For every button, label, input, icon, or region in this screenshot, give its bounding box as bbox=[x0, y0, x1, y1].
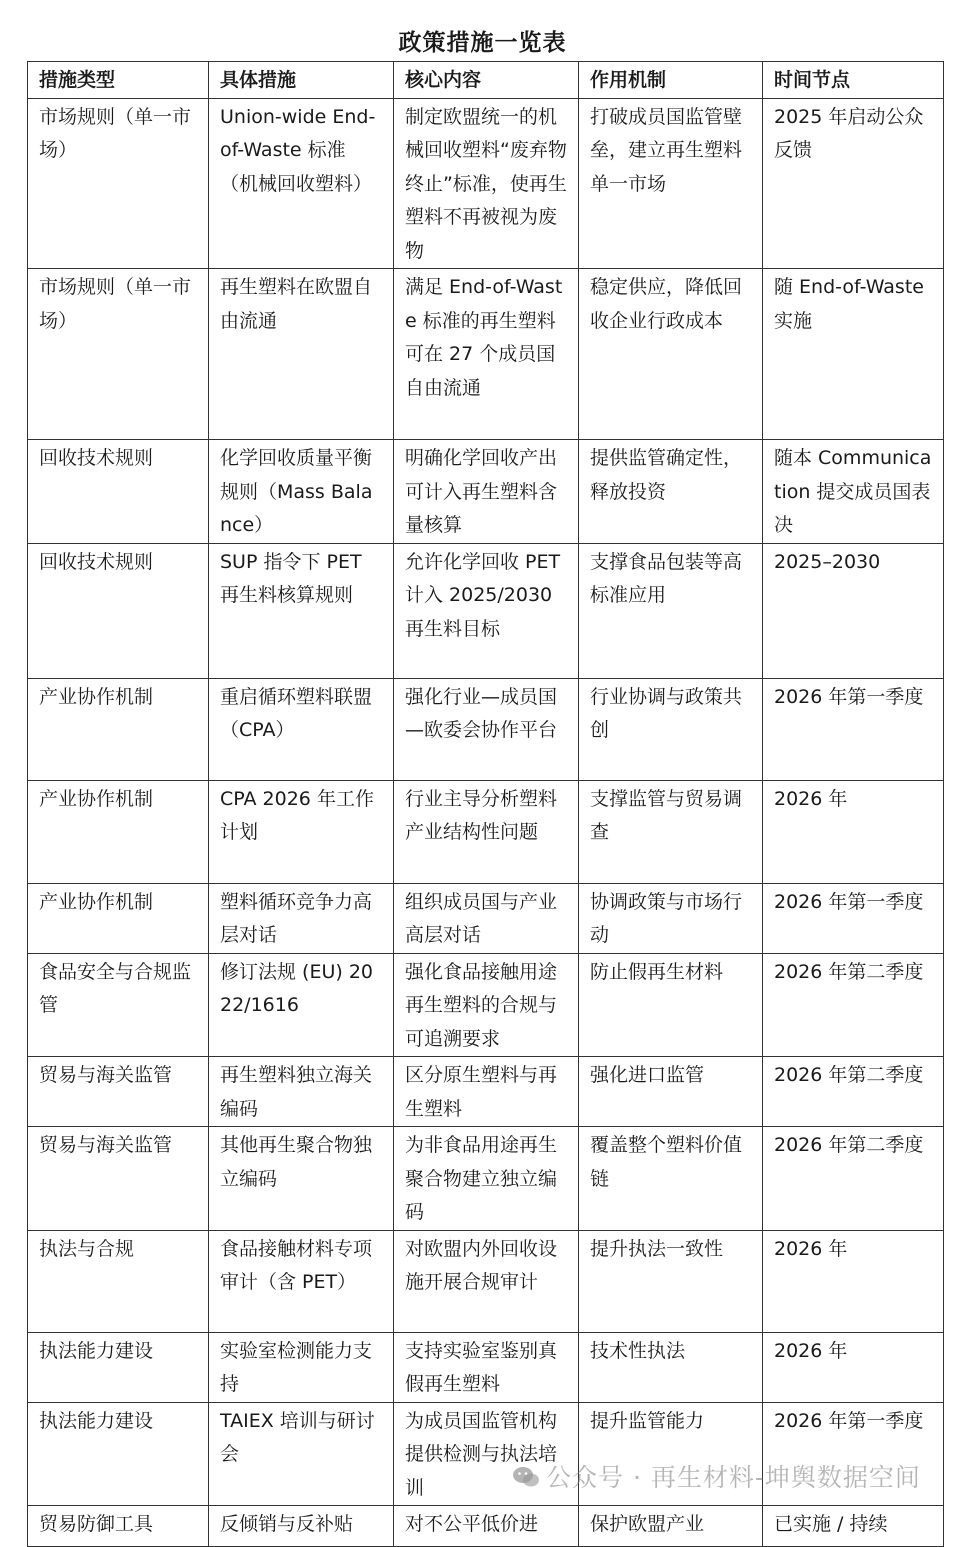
header-specific-measure: 具体措施 bbox=[209, 62, 394, 99]
cell-mechanism: 协调政策与市场行动 bbox=[579, 883, 763, 953]
cell-measure-type: 贸易与海关监管 bbox=[28, 1057, 209, 1127]
cell-core-content: 为成员国监管机构提供检测与执法培训 bbox=[394, 1402, 579, 1506]
cell-measure-type: 产业协作机制 bbox=[28, 883, 209, 953]
cell-timeline: 2026 年第二季度 bbox=[763, 953, 944, 1057]
cell-mechanism: 提升执法一致性 bbox=[579, 1230, 763, 1332]
header-measure-type: 措施类型 bbox=[28, 62, 209, 99]
cell-measure-type: 产业协作机制 bbox=[28, 780, 209, 883]
cell-measure-type: 市场规则（单一市场） bbox=[28, 98, 209, 269]
cell-mechanism: 支撑监管与贸易调查 bbox=[579, 780, 763, 883]
table-row bbox=[28, 1506, 944, 1547]
cell-specific-measure: TAIEX 培训与研讨会 bbox=[209, 1402, 394, 1506]
table-row bbox=[28, 883, 944, 953]
cell-specific-measure: 其他再生聚合物独立编码 bbox=[209, 1127, 394, 1231]
cell-specific-measure: 塑料循环竞争力高层对话 bbox=[209, 883, 394, 953]
cell-core-content: 对不公平低价进 bbox=[394, 1506, 579, 1547]
cell-specific-measure: 重启循环塑料联盟（CPA） bbox=[209, 678, 394, 780]
cell-specific-measure: 食品接触材料专项审计（含 PET） bbox=[209, 1230, 394, 1332]
cell-mechanism: 技术性执法 bbox=[579, 1332, 763, 1402]
table-row bbox=[28, 1332, 944, 1402]
wechat-icon bbox=[512, 1466, 540, 1488]
cell-specific-measure: 反倾销与反补贴 bbox=[209, 1506, 394, 1547]
table-row bbox=[28, 543, 944, 678]
cell-mechanism: 保护欧盟产业 bbox=[579, 1506, 763, 1547]
cell-mechanism: 提供监管确定性，释放投资 bbox=[579, 440, 763, 544]
cell-mechanism: 覆盖整个塑料价值链 bbox=[579, 1127, 763, 1231]
table-header-row bbox=[28, 62, 944, 99]
cell-core-content: 明确化学回收产出可计入再生塑料含量核算 bbox=[394, 440, 579, 544]
cell-mechanism: 强化进口监管 bbox=[579, 1057, 763, 1127]
cell-measure-type: 食品安全与合规监管 bbox=[28, 953, 209, 1057]
header-mechanism: 作用机制 bbox=[579, 62, 763, 99]
table-row bbox=[28, 1057, 944, 1127]
table-row bbox=[28, 1230, 944, 1332]
cell-measure-type: 执法能力建设 bbox=[28, 1332, 209, 1402]
cell-measure-type: 市场规则（单一市场） bbox=[28, 269, 209, 440]
table-row bbox=[28, 98, 944, 269]
cell-specific-measure: CPA 2026 年工作计划 bbox=[209, 780, 394, 883]
policy-measures-table bbox=[27, 61, 944, 1547]
cell-timeline: 2026 年 bbox=[763, 780, 944, 883]
cell-measure-type: 执法能力建设 bbox=[28, 1402, 209, 1506]
cell-timeline: 2026 年第一季度 bbox=[763, 883, 944, 953]
table-row bbox=[28, 269, 944, 440]
cell-mechanism: 提升监管能力 bbox=[579, 1402, 763, 1506]
cell-core-content: 制定欧盟统一的机械回收塑料“废弃物终止”标准，使再生塑料不再被视为废物 bbox=[394, 98, 579, 269]
cell-mechanism: 支撑食品包装等高标准应用 bbox=[579, 543, 763, 678]
cell-core-content: 为非食品用途再生聚合物建立独立编码 bbox=[394, 1127, 579, 1231]
cell-timeline: 2026 年 bbox=[763, 1332, 944, 1402]
cell-specific-measure: Union-wide End-of-Waste 标准（机械回收塑料） bbox=[209, 98, 394, 269]
cell-measure-type: 贸易与海关监管 bbox=[28, 1127, 209, 1231]
cell-timeline: 2026 年第一季度 bbox=[763, 1402, 944, 1506]
cell-timeline: 2026 年第一季度 bbox=[763, 678, 944, 780]
cell-timeline: 2026 年第二季度 bbox=[763, 1127, 944, 1231]
watermark bbox=[512, 1458, 921, 1494]
cell-specific-measure: 化学回收质量平衡规则（Mass Balance） bbox=[209, 440, 394, 544]
cell-core-content: 区分原生塑料与再生塑料 bbox=[394, 1057, 579, 1127]
cell-measure-type: 回收技术规则 bbox=[28, 543, 209, 678]
cell-mechanism: 防止假再生材料 bbox=[579, 953, 763, 1057]
cell-timeline: 随 End-of-Waste 实施 bbox=[763, 269, 944, 440]
cell-timeline: 2026 年 bbox=[763, 1230, 944, 1332]
cell-core-content: 强化食品接触用途再生塑料的合规与可追溯要求 bbox=[394, 953, 579, 1057]
cell-core-content: 支持实验室鉴别真假再生塑料 bbox=[394, 1332, 579, 1402]
cell-measure-type: 回收技术规则 bbox=[28, 440, 209, 544]
header-timeline: 时间节点 bbox=[763, 62, 944, 99]
cell-specific-measure: 修订法规 (EU) 2022/1616 bbox=[209, 953, 394, 1057]
cell-timeline: 已实施 / 持续 bbox=[763, 1506, 944, 1547]
cell-timeline: 2025–2030 bbox=[763, 543, 944, 678]
cell-timeline: 2026 年第二季度 bbox=[763, 1057, 944, 1127]
cell-specific-measure: SUP 指令下 PET 再生料核算规则 bbox=[209, 543, 394, 678]
table-row bbox=[28, 780, 944, 883]
cell-core-content: 对欧盟内外回收设施开展合规审计 bbox=[394, 1230, 579, 1332]
table-row bbox=[28, 440, 944, 544]
cell-measure-type: 贸易防御工具 bbox=[28, 1506, 209, 1547]
cell-measure-type: 执法与合规 bbox=[28, 1230, 209, 1332]
cell-mechanism: 稳定供应，降低回收企业行政成本 bbox=[579, 269, 763, 440]
cell-core-content: 强化行业—成员国—欧委会协作平台 bbox=[394, 678, 579, 780]
table-row bbox=[28, 953, 944, 1057]
cell-timeline: 随本 Communication 提交成员国表决 bbox=[763, 440, 944, 544]
cell-specific-measure: 再生塑料在欧盟自由流通 bbox=[209, 269, 394, 440]
cell-specific-measure: 实验室检测能力支持 bbox=[209, 1332, 394, 1402]
cell-specific-measure: 再生塑料独立海关编码 bbox=[209, 1057, 394, 1127]
cell-core-content: 组织成员国与产业高层对话 bbox=[394, 883, 579, 953]
cell-mechanism: 打破成员国监管壁垒，建立再生塑料单一市场 bbox=[579, 98, 763, 269]
cell-core-content: 行业主导分析塑料产业结构性问题 bbox=[394, 780, 579, 883]
cell-measure-type: 产业协作机制 bbox=[28, 678, 209, 780]
table-row bbox=[28, 678, 944, 780]
watermark-text: 公众号 · 再生材料-坤舆数据空间 bbox=[546, 1463, 921, 1492]
cell-core-content: 允许化学回收 PET 计入 2025/2030 再生料目标 bbox=[394, 543, 579, 678]
cell-core-content: 满足 End-of-Waste 标准的再生塑料可在 27 个成员国自由流通 bbox=[394, 269, 579, 440]
cell-mechanism: 行业协调与政策共创 bbox=[579, 678, 763, 780]
page-title: 政策措施一览表 bbox=[398, 30, 567, 56]
cell-timeline: 2025 年启动公众反馈 bbox=[763, 98, 944, 269]
header-core-content: 核心内容 bbox=[394, 62, 579, 99]
table-row bbox=[28, 1127, 944, 1231]
